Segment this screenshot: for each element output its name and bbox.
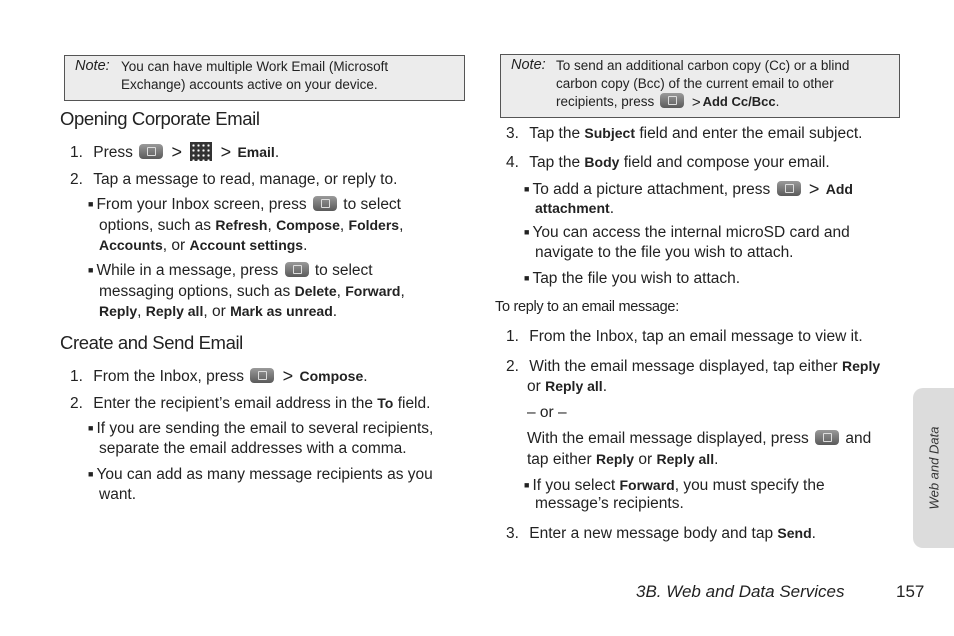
- bullet-icon: ■: [524, 184, 530, 194]
- bullet-attachment-line2: [535, 198, 614, 219]
- text: messaging options, such as: [99, 283, 291, 300]
- bullet-several-recipients-line1: [88, 419, 433, 440]
- step-number: 2.: [70, 395, 83, 412]
- arrow: >: [171, 142, 183, 162]
- note-text-line2: carbon copy (Bcc) of the current email to other: [556, 76, 834, 91]
- text: or: [638, 451, 653, 468]
- step-number: 3.: [506, 125, 519, 142]
- bullet-inbox-options-line3: [99, 235, 307, 256]
- reply-all-label: Reply all: [545, 378, 603, 394]
- punct: ,: [137, 303, 142, 320]
- step-number: 1.: [70, 368, 83, 385]
- footer-section-title: 3B. Web and Data Services: [636, 582, 845, 601]
- text: Enter a new message body and tap: [529, 525, 774, 542]
- bullet-several-recipients-line2: separate the email addresses with a comma.: [99, 440, 407, 457]
- forward-label: Forward: [345, 283, 401, 299]
- text: You can add as many message recipients as you: [96, 466, 433, 483]
- punct: .: [274, 144, 280, 161]
- reply-label: Reply: [99, 303, 138, 319]
- text: With the email message displayed, press: [527, 430, 809, 447]
- text: field and enter the email subject.: [639, 125, 863, 142]
- text: From the Inbox, tap an email message to view it.: [529, 328, 863, 345]
- add-cc-bcc-label: Add Cc/Bcc: [702, 94, 776, 109]
- arrow: >: [808, 179, 820, 199]
- menu-key-icon: [660, 93, 684, 108]
- text: With the email message displayed, tap either: [529, 358, 838, 375]
- reply-step-2b-line1: [527, 429, 871, 449]
- home-key-icon: [139, 144, 163, 159]
- reply-step-2-line1: [506, 356, 880, 377]
- forward-label: Forward: [619, 477, 675, 493]
- bullet-icon: ■: [524, 273, 530, 283]
- punct: ,: [399, 217, 404, 234]
- bullet-inbox-options-line1: [88, 195, 401, 216]
- text: From your Inbox screen, press: [96, 196, 307, 213]
- text: If you select: [532, 477, 616, 494]
- step-number: 4.: [506, 154, 519, 171]
- text: While in a message, press: [96, 262, 279, 279]
- step-number: 2.: [506, 358, 519, 375]
- reply-label: Reply: [842, 358, 881, 374]
- step-text: Press: [93, 144, 133, 161]
- punct: .: [332, 303, 338, 320]
- body-label: Body: [584, 154, 620, 170]
- text: Enter the recipient’s email address in the: [93, 395, 373, 412]
- note-text-line2: Exchange) accounts active on your device.: [121, 77, 378, 92]
- text: Tap the: [529, 154, 581, 171]
- arrow: >: [220, 142, 232, 162]
- text: If you are sending the email to several recipients,: [96, 420, 434, 437]
- step-2-tap-message: [70, 170, 397, 190]
- step-number: 1.: [506, 328, 519, 345]
- bullet-message-options-line2: [99, 281, 405, 302]
- text: to select: [343, 196, 401, 213]
- reply-step-1: [506, 327, 863, 347]
- reply-step-3: [506, 523, 816, 544]
- footer-page-number: 157: [896, 582, 925, 601]
- text: or: [527, 378, 541, 395]
- heading-create-and-send-email: Create and Send Email: [60, 332, 243, 353]
- text: options, such as: [99, 217, 212, 234]
- text: To add a picture attachment, press: [532, 181, 771, 198]
- attachment-label: attachment: [535, 200, 610, 216]
- compose-label: Compose: [299, 368, 364, 384]
- punct: ,: [336, 283, 341, 300]
- bullet-icon: ■: [88, 199, 94, 209]
- punct: ,: [400, 283, 405, 300]
- step-4-body: [506, 152, 830, 173]
- bullet-icon: ■: [524, 227, 530, 237]
- step-3-subject: [506, 123, 862, 144]
- refresh-label: Refresh: [215, 217, 268, 233]
- create-step-1: [70, 365, 368, 387]
- to-label: To: [377, 395, 394, 411]
- text: tap either: [527, 451, 592, 468]
- note-text-line1: You can have multiple Work Email (Microsoft: [121, 59, 389, 74]
- arrow: >: [282, 366, 294, 386]
- email-label: Email: [237, 144, 275, 160]
- bullet-microsd-line1: [524, 223, 850, 244]
- account-settings-label: Account settings: [189, 237, 304, 253]
- punct: .: [602, 378, 608, 395]
- text: and: [845, 430, 872, 447]
- punct: .: [609, 200, 614, 217]
- text: to select: [314, 262, 373, 279]
- text: From the Inbox, press: [93, 368, 245, 385]
- add-label: Add: [825, 181, 853, 197]
- section-side-tab: [913, 388, 954, 548]
- reply-all-label: Reply all: [145, 303, 204, 319]
- note-box-work-email: [64, 55, 465, 101]
- subject-label: Subject: [584, 125, 635, 141]
- text: field and compose your email.: [623, 154, 830, 171]
- step-number: 3.: [506, 525, 519, 542]
- bullet-inbox-options-line2: [99, 215, 403, 236]
- note-text-line1: To send an additional carbon copy (Cc) or a blind: [556, 58, 850, 73]
- menu-key-icon: [285, 262, 309, 277]
- compose-label: Compose: [276, 217, 340, 233]
- text: , or: [162, 237, 186, 254]
- reply-step-2b-line2: [527, 449, 718, 470]
- text: Tap the file you wish to attach.: [532, 270, 741, 287]
- bullet-many-recipients-line1: [88, 465, 433, 486]
- note-label: Note:: [75, 58, 110, 74]
- bullet-tap-file: [524, 269, 740, 290]
- arrow: >: [691, 94, 701, 111]
- punct: ,: [339, 217, 345, 234]
- apps-grid-icon: [190, 142, 212, 161]
- send-label: Send: [777, 525, 812, 541]
- bullet-icon: ■: [88, 423, 94, 433]
- text: field.: [397, 395, 431, 412]
- bullet-forward-line2: message’s recipients.: [535, 495, 684, 512]
- bullet-icon: ■: [524, 480, 530, 490]
- delete-label: Delete: [294, 283, 337, 299]
- menu-key-icon: [815, 430, 839, 445]
- text: , you must specify the: [674, 477, 825, 494]
- bullet-many-recipients-line2: want.: [99, 486, 137, 503]
- reply-label: Reply: [595, 451, 635, 467]
- step-1-press: [70, 141, 279, 163]
- folders-label: Folders: [348, 217, 400, 233]
- or-separator: – or –: [527, 404, 567, 421]
- menu-key-icon: [313, 196, 337, 211]
- heading-opening-corporate-email: Opening Corporate Email: [60, 108, 260, 129]
- note-box-cc-bcc: [500, 54, 900, 118]
- bullet-message-options-line1: [88, 261, 373, 282]
- text: recipients, press: [556, 94, 655, 109]
- side-tab-label: Web and Data: [926, 426, 941, 510]
- menu-key-icon: [250, 368, 274, 383]
- punct: .: [303, 237, 308, 254]
- text: You can access the internal microSD card and: [532, 224, 850, 241]
- note-label: Note:: [511, 57, 546, 73]
- reply-step-2-line2: [527, 376, 607, 397]
- bullet-icon: ■: [88, 469, 94, 479]
- text: , or: [203, 303, 226, 320]
- accounts-label: Accounts: [99, 237, 163, 253]
- note-text-line3: [556, 93, 779, 111]
- create-step-2: [70, 393, 430, 414]
- punct: .: [714, 451, 719, 468]
- punct: .: [363, 368, 368, 385]
- step-text: Tap a message to read, manage, or reply to.: [93, 171, 398, 188]
- bullet-message-options-line3: [99, 301, 337, 322]
- reply-subheading: To reply to an email message:: [495, 299, 679, 315]
- bullet-microsd-line2: navigate to the file you wish to attach.: [535, 244, 794, 261]
- reply-all-label: Reply all: [656, 451, 715, 467]
- step-number: 1.: [70, 144, 83, 161]
- menu-key-icon: [777, 181, 801, 196]
- bullet-icon: ■: [88, 265, 94, 275]
- text: Tap the: [529, 125, 581, 142]
- punct: .: [811, 525, 816, 542]
- punct: .: [775, 94, 780, 109]
- step-number: 2.: [70, 171, 83, 188]
- mark-as-unread-label: Mark as unread: [230, 303, 333, 319]
- punct: ,: [267, 217, 272, 234]
